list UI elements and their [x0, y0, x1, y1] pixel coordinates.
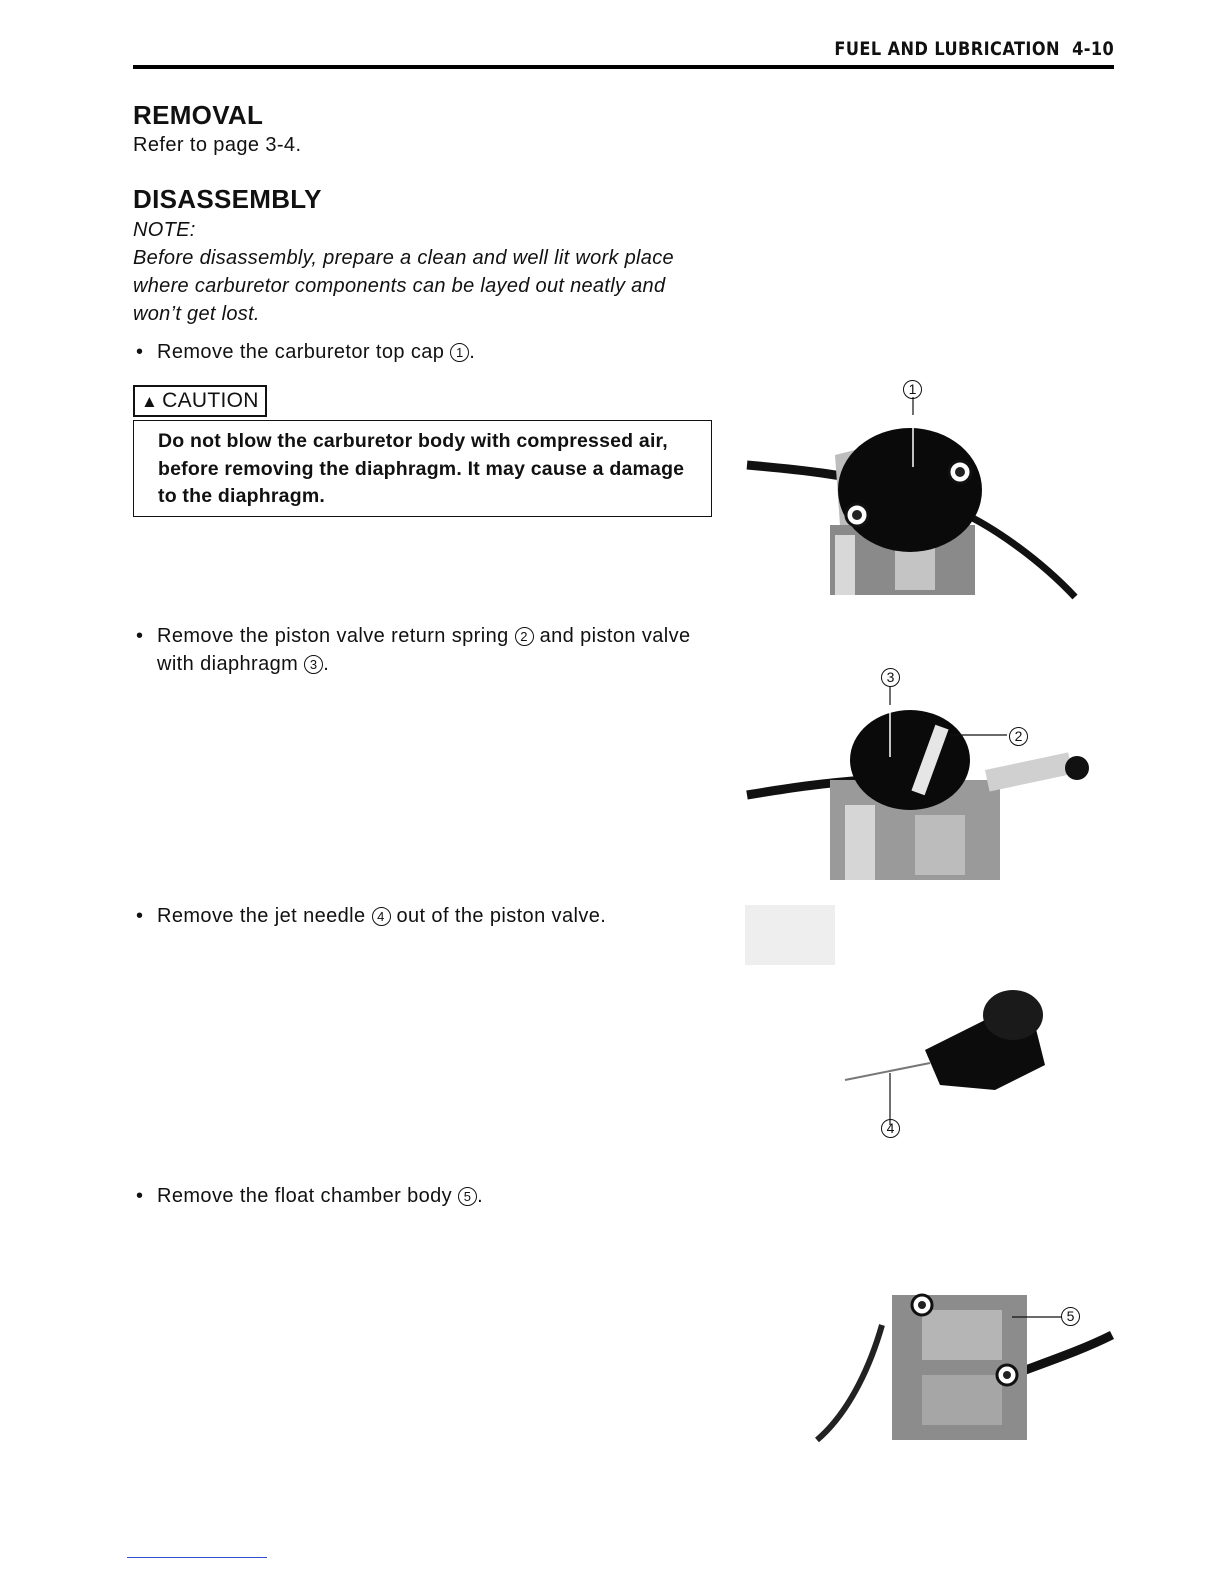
running-header: [834, 38, 1114, 60]
note-label: NOTE:: [133, 219, 196, 241]
note-line-3: won’t get lost.: [133, 303, 260, 325]
callout-5: 5: [1061, 1307, 1080, 1326]
step-2-text-c: with diaphragm: [157, 653, 299, 675]
photo-piston-spring: [745, 665, 1090, 885]
bullet-icon: •: [136, 341, 144, 363]
step-1-end: .: [469, 341, 476, 363]
caution-text: [158, 428, 703, 511]
header-page-number: 4-10: [1071, 38, 1114, 60]
callout-ref-2: 2: [515, 627, 534, 646]
header-rule: [133, 65, 1114, 69]
bullet-icon: •: [136, 1185, 144, 1207]
photo-jet-needle: [745, 905, 1090, 1145]
removal-text: Refer to page 3-4.: [133, 134, 302, 156]
step-4: [133, 1182, 723, 1210]
caution-label-box: [133, 385, 267, 417]
step-3-text-b: out of the piston valve.: [396, 905, 607, 927]
footer-link-rule: [127, 1557, 267, 1558]
step-4-end: .: [477, 1185, 484, 1207]
step-2: [133, 622, 723, 678]
step-2-text: Remove the piston valve return spring: [157, 625, 509, 647]
photo-float-chamber: [812, 1280, 1117, 1445]
header-section: FUEL AND LUBRICATION: [834, 38, 1060, 60]
step-3-text: Remove the jet needle: [157, 905, 366, 927]
caution-label: CAUTION: [162, 389, 259, 412]
step-1: [133, 338, 723, 366]
photo-carburetor-top-cap: [745, 375, 1085, 600]
caution-line-2: before removing the diaphragm. It may cause a damage: [158, 457, 685, 480]
disassembly-heading: DISASSEMBLY: [133, 184, 322, 214]
caution-line-1: Do not blow the carburetor body with compressed air,: [158, 430, 668, 452]
callout-2: 2: [1009, 727, 1028, 746]
warning-triangle-icon: ▲: [141, 392, 159, 411]
note-block: [133, 216, 733, 328]
callout-ref-3: 3: [304, 655, 323, 674]
step-4-text: Remove the float chamber body: [157, 1185, 453, 1207]
bullet-icon: •: [136, 625, 144, 647]
step-2-text-b: and piston valve: [539, 625, 691, 647]
callout-ref-1: 1: [450, 343, 469, 362]
step-1-text: Remove the carburetor top cap: [157, 341, 445, 363]
note-line-1: Before disassembly, prepare a clean and well lit work place: [133, 247, 674, 269]
bullet-icon: •: [136, 905, 144, 927]
callout-ref-5: 5: [458, 1187, 477, 1206]
step-3: [133, 902, 723, 930]
caution-line-3: to the diaphragm.: [158, 485, 325, 507]
callout-3: 3: [881, 668, 900, 687]
step-2-end: .: [323, 653, 330, 675]
callout-4: 4: [881, 1119, 900, 1138]
callout-1: 1: [903, 380, 922, 399]
caution-box: [133, 420, 712, 517]
note-line-2: where carburetor components can be layed out neatly and: [133, 275, 666, 297]
callout-ref-4: 4: [372, 907, 391, 926]
removal-heading: REMOVAL: [133, 100, 264, 130]
